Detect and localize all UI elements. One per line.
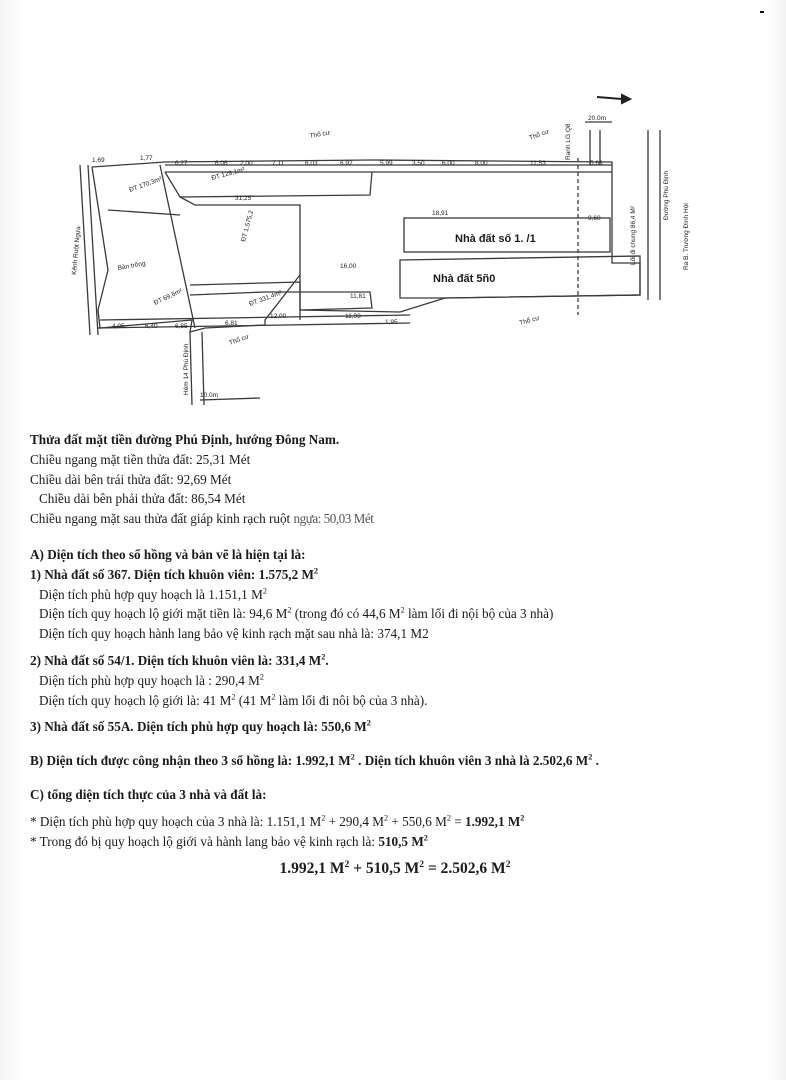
label-left-canal: Kênh Ruột Ngựa	[71, 225, 83, 276]
dim-label: 3,50	[412, 160, 425, 167]
dim-label: 7,11	[272, 160, 285, 167]
lot-label-4: ĐT 69,6m²	[152, 287, 184, 307]
dim-label: 2,00	[240, 160, 253, 167]
label-thocu: Thổ cư	[528, 128, 551, 142]
dim-label: 1,77	[140, 155, 153, 162]
lot-label-2: ĐT 129,1m²	[210, 166, 246, 182]
dim-label: 6,27	[175, 160, 188, 167]
label-bantrong: Bàn trống	[117, 260, 147, 272]
lot-road-line	[100, 315, 410, 320]
a2-line-1: Diện tích phù hợp quy hoạch là : 290,4 $M^2$	[39, 672, 264, 688]
lot-divider	[160, 165, 195, 328]
dim-label: 5,99	[380, 160, 393, 167]
a1-line-3: Diện tích quy hoạch hành lang bảo vệ kinh rạch mặt sau nhà là: 374,1 M2	[39, 626, 429, 642]
lot-label-5: ĐT 331,4m²	[248, 289, 283, 308]
label-thocu: Thổ cư	[228, 333, 251, 347]
dim-label: 6,06	[215, 160, 228, 167]
a3-title: 3) Nhà đất số 55A. Diện tích phù hợp quy hoạch là: 550,6 $M^2$	[30, 718, 371, 735]
section-b: B) Diện tích được công nhận theo 3 sổ hồng là: 1.992,1 $M^2$ . Diện tích khuôn viên 3 nhà là 2.502,6 $M^2$ .	[30, 752, 599, 769]
lot-label-3: ĐT 1.575,2	[240, 209, 256, 243]
dim-label: 16,00	[340, 263, 357, 270]
plot-outline-top	[92, 160, 640, 332]
dim-label: 6,92	[340, 160, 353, 167]
section-a-title: A) Diện tích theo sổ hồng và bản vẽ là hiện tại là:	[30, 546, 306, 562]
lot-label-1: ĐT 170,3m²	[128, 175, 163, 194]
dim-label: 11,53	[530, 160, 546, 167]
a1-line-2: Diện tích quy hoạch lộ giới mặt tiền là: 94,6 $M^2$ (trong đó có 44,6 $M^2$ làm lối đi nội bộ của 3 nhà)	[39, 605, 554, 622]
bottom-road-line	[190, 332, 192, 405]
dim-label: 6,85	[175, 323, 188, 330]
dim-label: 8,00	[475, 160, 488, 167]
north-arrow	[597, 95, 630, 103]
dim-label: 6,81	[225, 320, 238, 327]
lot-inner-2	[180, 197, 300, 275]
label-bottom-road: Hẻm 14 Phú Định	[183, 343, 190, 395]
total-equation: 1.992,1 $M^2 + 510,5$ $M^2 = 2.502,6$ $M^2$	[279, 859, 511, 878]
section-c-title: C) tổng diện tích thực của 3 nhà và đất là:	[30, 786, 267, 802]
land-plot-plan	[0, 70, 786, 410]
document-body	[30, 430, 760, 881]
dim-label: 5,66	[590, 160, 603, 167]
label-road-right: Đường Phú Định	[663, 170, 670, 220]
line-left-length: Chiều dài bên trái thửa đất: 92,69 Mét	[30, 471, 232, 487]
label-loidi: Lối đi chung 86,4 M²	[630, 206, 637, 265]
house-label-b: Nhà đất 5ñ0	[433, 273, 496, 285]
label-thocu: Thổ cư	[518, 314, 541, 327]
dim-label: 31,25	[235, 195, 252, 202]
c-line-2: * Trong đó bị quy hoạch lộ giới và hành lang bảo vệ kinh rạch là: 510,5 $M^2$	[30, 833, 428, 849]
dim-label: 18,91	[432, 210, 449, 217]
line-width-front: Chiều ngang mặt tiền thửa đất: 25,31 Mét	[30, 451, 251, 467]
canal-line	[80, 165, 90, 335]
label-thocu: Thổ cư	[309, 129, 331, 140]
dim-label: 4,05	[112, 323, 125, 330]
intro-title: Thửa đất mặt tiền đường Phú Định, hướng Đông Nam.	[30, 432, 340, 447]
canal-line	[88, 165, 98, 335]
dim-label: 1,69	[92, 157, 105, 164]
house-label-a: Nhà đất số 1. /1	[455, 233, 536, 245]
dim-label: 1,95	[385, 319, 398, 326]
label-road-far-right: Ra B. Trương Đình Hội	[683, 203, 690, 270]
dim-label: 6,03	[305, 160, 318, 167]
dim-bottom-left: 10.0m	[200, 392, 219, 399]
dim-label: 12,00	[270, 313, 287, 320]
lot-inner-1	[165, 172, 372, 197]
dim-top-right: 20.0m	[588, 115, 607, 122]
label-ranhloigioi: Ranh LG Q8	[565, 123, 572, 160]
a2-title: 2) Nhà đất số 54/1. Diện tích khuôn viên là: 331,4 $M^2$.	[30, 652, 329, 668]
line-back-width: Chiều ngang mặt sau thửa đất giáp kinh rạch ruột ngựa: 50,03 Mét	[30, 511, 374, 527]
a1-title: 1) Nhà đất số 367. Diện tích khuôn viên: 1.575,2 $M^2$	[30, 566, 319, 582]
dim-label: 6,40	[145, 323, 158, 330]
a1-line-1: Diện tích phù hợp quy hoạch là 1.151,1 $M^2$	[39, 586, 267, 602]
dim-label: 9,60	[588, 215, 601, 222]
c-line-1: * Diện tích phù hợp quy hoạch của 3 nhà là: 1.151,1 $M^2 + 290,4$ $M^2 + 550,6$ $M^2 = 1.992,1$ $M^2$	[30, 813, 525, 829]
a2-line-2: Diện tích quy hoạch lộ giới là: 41 $M^2$ (41 $M^2$ làm lối đi nôi bộ của 3 nhà).	[39, 692, 428, 708]
dim-label: 11,81	[350, 293, 366, 300]
line-right-length: Chiều dài bên phải thửa đất: 86,54 Mét	[39, 491, 246, 507]
dim-label: 6,00	[442, 160, 455, 167]
dim-label: 11,93	[345, 313, 361, 320]
